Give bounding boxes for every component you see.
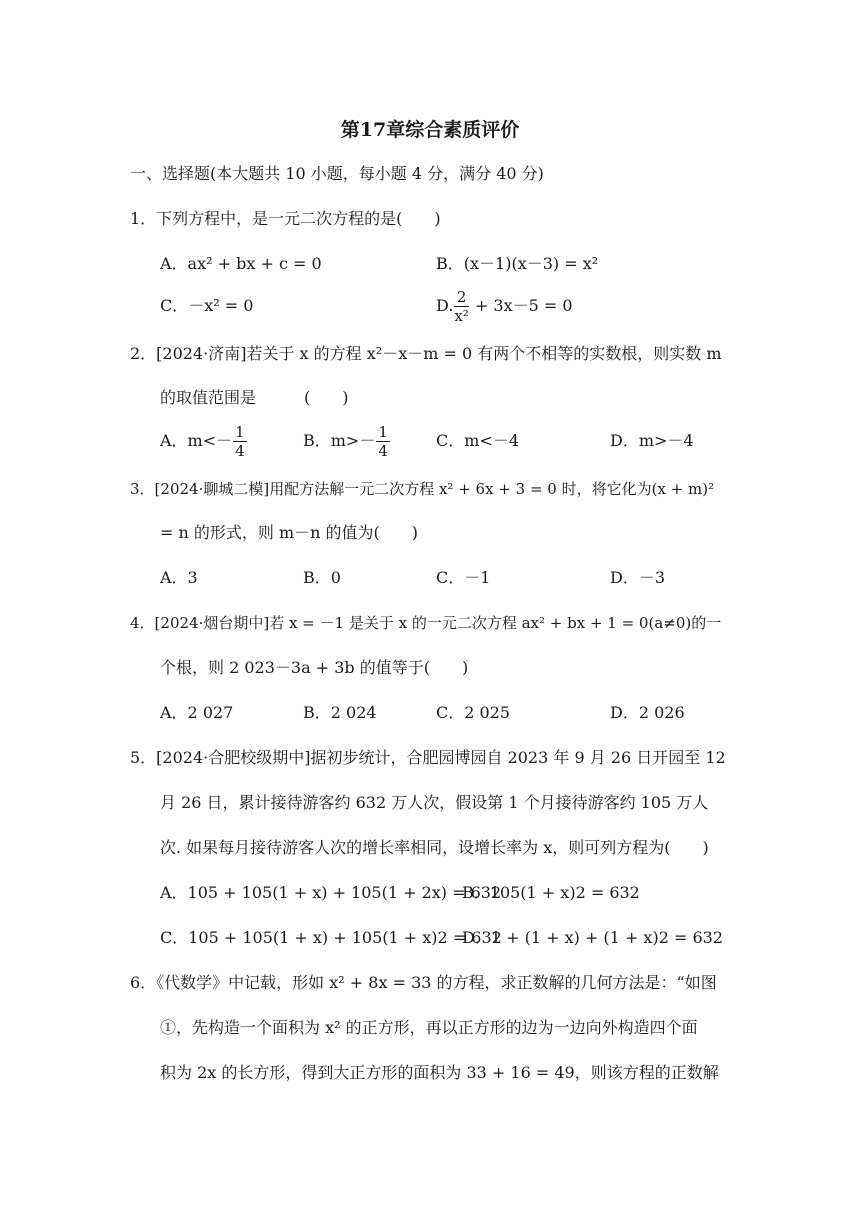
q1-option-d-fraction	[454, 288, 468, 325]
q3-option-c: C．－1	[436, 568, 491, 587]
question-2-stem-line2: 的取值范围是 ( )	[160, 388, 349, 407]
q1-option-d-prefix: D.	[436, 296, 454, 315]
q5-option-a: A．105 + 105(1 + x) + 105(1 + 2x) = 632	[160, 883, 502, 902]
q2-option-a-prefix: A．m<－	[160, 431, 233, 450]
q5-option-c: C．105 + 105(1 + x) + 105(1 + x)2 = 632	[160, 928, 502, 947]
q2-option-b-prefix: B．m>－	[303, 431, 376, 450]
question-4-stem-line2: 个根，则 2 023－3a + 3b 的值等于( )	[160, 658, 469, 677]
q3-option-d: D．－3	[610, 568, 666, 587]
fraction-denominator: 4	[378, 442, 388, 460]
question-6-line1: 6．《代数学》中记载，形如 x² + 8x = 33 的方程，求正数解的几何方法是：“如图	[130, 973, 717, 992]
q5-option-d: D．1 + (1 + x) + (1 + x)2 = 632	[462, 928, 723, 947]
q2-option-a-fraction	[233, 423, 247, 460]
fraction-numerator: 1	[235, 423, 245, 441]
fraction-denominator: 4	[235, 442, 245, 460]
q3-option-b: B．0	[303, 568, 341, 587]
question-6-line2: ①，先构造一个面积为 x² 的正方形，再以正方形的边为一边向外构造四个面	[160, 1018, 698, 1037]
section-heading: 一、选择题(本大题共 10 小题，每小题 4 分，满分 40 分)	[130, 164, 544, 183]
fraction-denominator: x²	[454, 307, 469, 325]
q2-option-b	[303, 421, 391, 461]
q4-option-c: C．2 025	[436, 703, 511, 722]
question-3-stem-line2: = n 的形式，则 m－n 的值为( )	[160, 523, 419, 542]
q2-option-b-fraction	[376, 423, 390, 460]
question-5-stem-line1: 5．[2024·合肥校级期中]据初步统计，合肥园博园自 2023 年 9 月 26 日开园至 12	[130, 748, 726, 767]
q2-option-a	[160, 421, 248, 461]
fraction-numerator: 2	[454, 288, 468, 307]
question-5-stem-line3: 次. 如果每月接待游客人次的增长率相同，设增长率为 x，则可列方程为( )	[160, 838, 709, 857]
q1-option-b: B．(x－1)(x－3) = x²	[436, 254, 599, 273]
q2-option-d: D．m>－4	[610, 431, 694, 450]
question-6-line3: 积为 2x 的长方形，得到大正方形的面积为 33 + 16 = 49，则该方程的正数解	[160, 1063, 719, 1082]
q4-option-b: B．2 024	[303, 703, 377, 722]
question-1-stem: 1．下列方程中，是一元二次方程的是( )	[130, 209, 441, 228]
q4-option-a: A．2 027	[160, 703, 234, 722]
question-4-stem-line1: 4．[2024·烟台期中]若 x = －1 是关于 x 的一元二次方程 ax² + bx + 1 = 0(a≠0)的一	[130, 614, 722, 632]
q1-option-d-rest: + 3x－5 = 0	[474, 296, 573, 315]
question-3-stem-line1: 3．[2024·聊城二模]用配方法解一元二次方程 x² + 6x + 3 = 0 时，将它化为(x + m)²	[130, 480, 715, 498]
fraction-numerator: 1	[378, 423, 388, 441]
q4-option-d: D．2 026	[610, 703, 685, 722]
q1-option-c: C．－x² = 0	[160, 296, 254, 315]
q2-option-c: C．m<－4	[436, 431, 520, 450]
page-title: 第17章综合素质评价	[340, 119, 520, 141]
question-5-stem-line2: 月 26 日，累计接待游客约 632 万人次，假设第 1 个月接待游客约 105 万人	[160, 793, 709, 812]
q1-option-d	[436, 286, 573, 326]
q1-option-a: A．ax² + bx + c = 0	[160, 254, 322, 273]
question-2-stem-line1: 2．[2024·济南]若关于 x 的方程 x²－x－m = 0 有两个不相等的实数根，则实数 m	[130, 344, 722, 363]
q5-option-b: B．105(1 + x)2 = 632	[462, 883, 640, 902]
q3-option-a: A．3	[160, 568, 198, 587]
